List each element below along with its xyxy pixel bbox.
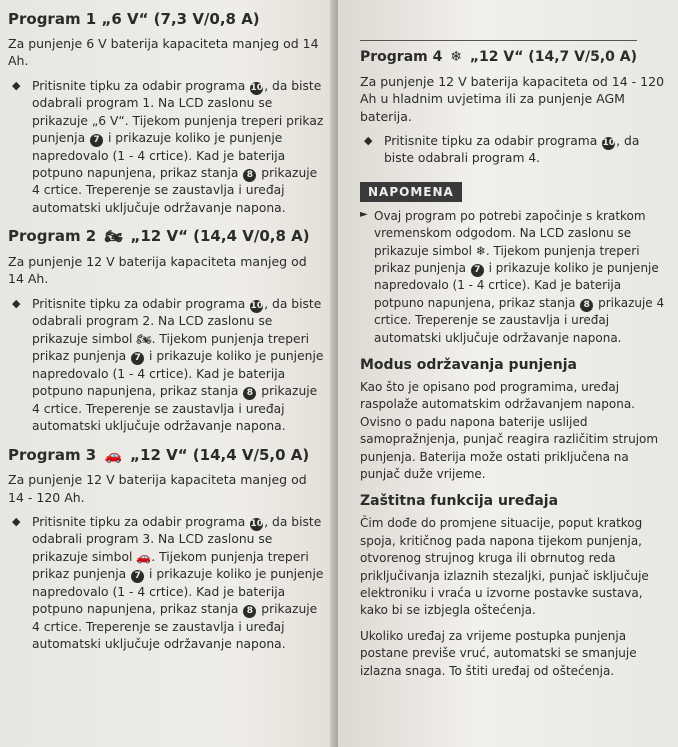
- program-3-bullet: [8, 514, 326, 654]
- circled-number-icon: 8: [243, 387, 256, 400]
- note-label: NAPOMENA: [360, 182, 462, 202]
- bullet-text: Pritisnite tipku za odabir programa: [32, 78, 246, 93]
- note-text-part: Ovaj program po potrebi započinje s kratkom vremenskom odgodom. Na LCD zaslonu se prikazuje simbol: [374, 208, 646, 258]
- bullet-text: , da biste odabrali program 4.: [384, 134, 640, 166]
- motorcycle-icon: 🏍: [104, 229, 123, 246]
- bullet-text: i prikazuje koliko je punjenje napredovalo (1 - 4 crtice). Kad je baterija potpuno napunjena, prikaz stanja: [32, 131, 286, 181]
- snowflake-icon: ❄: [475, 243, 486, 258]
- diamond-bullet-icon: ◆: [12, 296, 21, 310]
- program-3-intro: Za punjenje 12 V baterija kapaciteta manjeg od 14 - 120 Ah.: [8, 472, 307, 505]
- maintenance-heading: Modus održavanja punjenja: [360, 357, 578, 374]
- circled-number-icon: 10: [602, 138, 615, 148]
- protection-text-1: Čim dođe do promjene situacije, poput kratkog spoja, kritičnog pada napona tijekom punjenja, otvorenog strujnog kruga ili obrnutog reda priključivanja izlaznih stezaljki, punjač isključuje elektroniku i vraća u izvorne postavke sustava, kako bi se izbjegla oštećenja.: [360, 516, 649, 618]
- bullet-text: i prikazuje koliko je punjenje napredovalo (1 - 4 crtice). Kad je baterija potpuno napunjena, prikaz stanja: [32, 567, 324, 617]
- heading-text: Program 2: [8, 227, 97, 246]
- protection-heading: Zaštitna funkcija uređaja: [360, 493, 559, 510]
- circled-number-icon: 7: [131, 352, 144, 365]
- program-2-bullet: [8, 296, 326, 436]
- program-4-heading: [360, 49, 668, 67]
- arrow-bullet-icon: ►: [360, 208, 368, 220]
- car-icon: 🚗: [136, 549, 152, 564]
- circled-number-icon: 10: [250, 519, 263, 529]
- circled-number-icon: 7: [131, 570, 144, 583]
- circled-number-icon: 10: [250, 82, 263, 93]
- left-page: [0, 0, 336, 747]
- note-text-part: i prikazuje koliko je punjenje napredovalo (1 - 4 crtice). Kad je baterija potpuno napunjena, prikaz stanja: [374, 261, 659, 310]
- right-page: [338, 0, 678, 747]
- bullet-text: prikazuje 4 crtice. Treperenje se zaustavlja i uređaj automatski uključuje održavanje napona.: [32, 166, 318, 215]
- program-3-heading: [8, 446, 326, 466]
- protection-text-2: Ukoliko uređaj za vrijeme postupka punjenja postane previše vruć, automatski se smanjuje izlazna snaga. To štiti uređaj od oštećenja.: [360, 628, 637, 678]
- circled-number-icon: 7: [90, 134, 103, 147]
- circled-number-icon: 8: [243, 605, 256, 618]
- bullet-text: prikazuje 4 crtice. Treperenje se zaustavlja i uređaj automatski uključuje održavanje napona.: [32, 602, 318, 652]
- bullet-text: prikazuje 4 crtice. Treperenje se zaustavlja i uređaj automatski uključuje održavanje napona.: [32, 384, 318, 434]
- bullet-text: . Tijekom punjenja treperi prikaz punjenja: [32, 549, 309, 582]
- program-1-bullet: [8, 78, 326, 218]
- program-4-bullet: [360, 133, 668, 168]
- program-2-heading: [8, 227, 326, 247]
- maintenance-text: Kao što je opisano pod programima, uređaj raspolaže automatskim održavanjem napona. Ovisno o padu napona baterije uslijed samopražnjenja, punjač reagira različitim strujom punjenja. Baterija može ostati priključena na punjač duže vrijeme.: [360, 380, 659, 481]
- note-text-part: . Tijekom punjenja treperi prikaz punjenja: [374, 243, 640, 276]
- heading-text: „12 V“ (14,4 V/0,8 A): [130, 227, 310, 246]
- bullet-text: Pritisnite tipku za odabir programa: [384, 134, 598, 148]
- motorcycle-icon: 🏍: [136, 331, 152, 346]
- circled-number-icon: 10: [250, 300, 263, 311]
- bullet-text: , da biste odabrali program 1. Na LCD zaslonu se prikazuje „6 V“. Tijekom punjenja treperi prikaz punjenja: [32, 78, 324, 146]
- note-text-part: prikazuje 4 crtice. Treperenje se zaustavlja i uređaj automatski uključuje održavanje napona.: [374, 295, 665, 345]
- bullet-text: Pritisnite tipku za odabir programa: [32, 515, 246, 529]
- program-1-heading: Program 1 „6 V“ (7,3 V/0,8 A): [8, 10, 260, 28]
- bullet-text: , da biste odabrali program 3. Na LCD zaslonu se prikazuje simbol: [32, 515, 322, 564]
- diamond-bullet-icon: ◆: [12, 78, 21, 92]
- note-text: [360, 208, 668, 347]
- circled-number-icon: 8: [580, 299, 593, 312]
- bullet-text: , da biste odabrali program 2. Na LCD zaslonu se prikazuje simbol: [32, 296, 322, 346]
- circled-number-icon: 7: [471, 264, 484, 277]
- bullet-text: . Tijekom punjenja treperi prikaz punjenja: [32, 331, 310, 364]
- heading-text: Program 4: [360, 49, 443, 65]
- program-2-intro: Za punjenje 12 V baterija kapaciteta manjeg od 14 Ah.: [8, 253, 307, 287]
- program-4-intro: Za punjenje 12 V baterija kapaciteta od 14 - 120 Ah u hladnim uvjetima ili za punjenje AGM baterija.: [360, 73, 665, 124]
- circled-number-icon: 8: [243, 169, 256, 182]
- heading-text: „12 V“ (14,4 V/5,0 A): [130, 445, 310, 464]
- bullet-text: i prikazuje koliko je punjenje napredovalo (1 - 4 crtice). Kad je baterija potpuno napunjena, prikaz stanja: [32, 349, 324, 399]
- heading-text: Program 3: [8, 445, 97, 464]
- diamond-bullet-icon: ◆: [364, 134, 373, 147]
- top-divider: [360, 40, 637, 41]
- program-1-intro: Za punjenje 6 V baterija kapaciteta manjeg od 14 Ah.: [8, 35, 319, 69]
- heading-text: „12 V“ (14,7 V/5,0 A): [469, 49, 637, 65]
- bullet-text: Pritisnite tipku za odabir programa: [32, 296, 246, 311]
- diamond-bullet-icon: ◆: [12, 515, 21, 528]
- snowflake-icon: ❄: [450, 49, 462, 65]
- car-icon: 🚗: [104, 447, 122, 464]
